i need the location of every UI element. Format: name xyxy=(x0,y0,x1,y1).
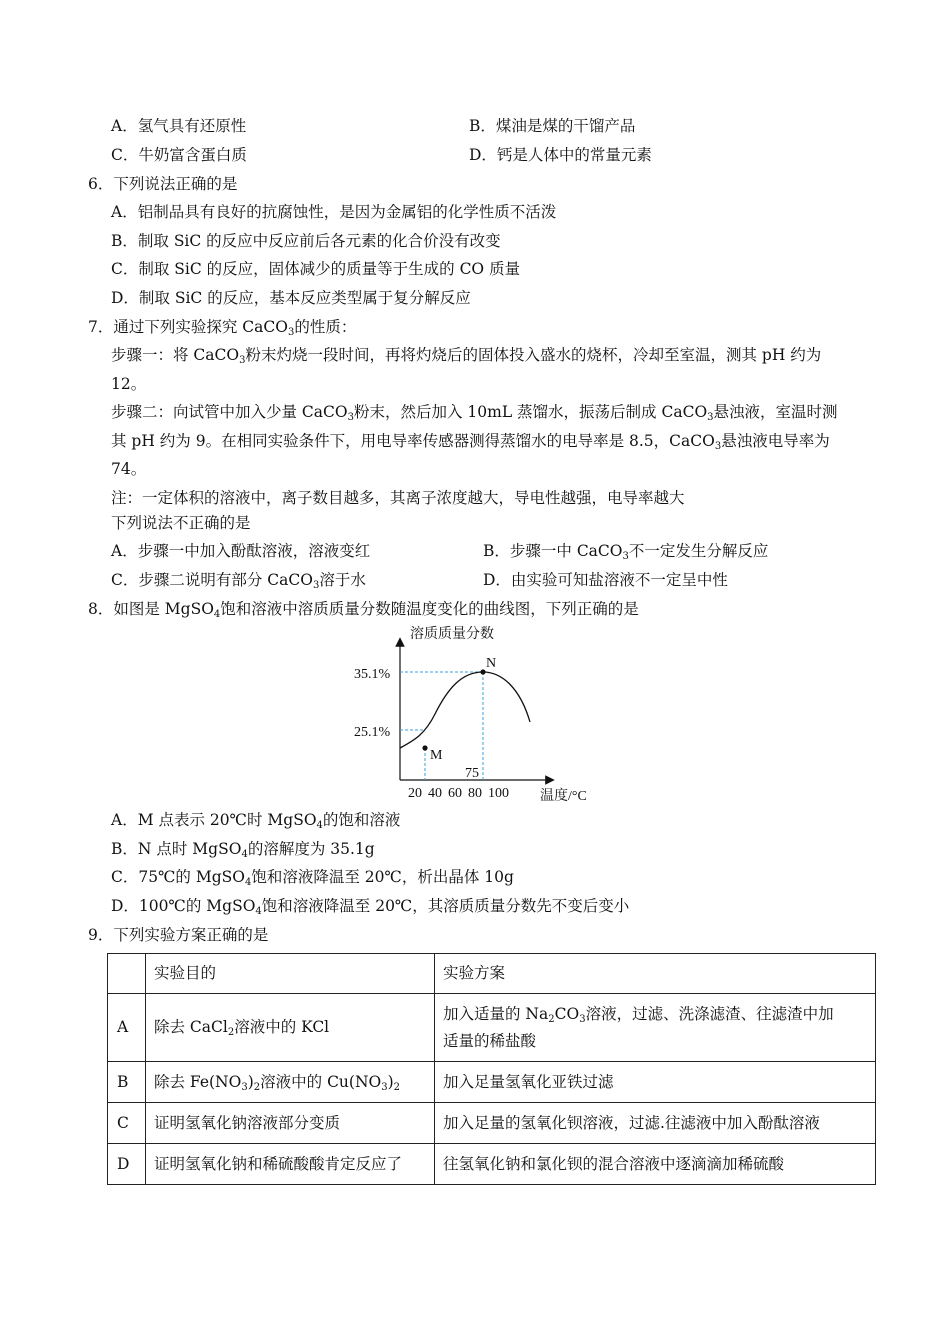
q6-stem: 6．下列说法正确的是 xyxy=(88,175,238,193)
row-plan: 加入足量的氢氧化钡溶液，过滤.往滤液中加入酚酞溶液 xyxy=(435,1103,876,1144)
q6-option-d: D．制取 SiC 的反应，基本反应类型属于复分解反应 xyxy=(111,289,471,307)
n-x-value-label: 75 xyxy=(465,766,479,781)
q5-option-c: C．牛奶富含蛋白质 xyxy=(111,146,247,164)
header-goal: 实验目的 xyxy=(146,954,435,994)
y-mark-25: 25.1% xyxy=(354,725,391,740)
header-plan: 实验方案 xyxy=(435,954,876,994)
row-goal: 除去 CaCl$_2$溶液中的 KCl xyxy=(146,994,435,1062)
row-goal: 除去 $Fe(NO_3)_2$溶液中的 $Cu(NO_3)_2$ xyxy=(146,1062,435,1103)
point-n-label: N xyxy=(486,656,497,671)
q8-option-c: C．75℃的 MgSO$_4$饱和溶液降温至 20℃，析出晶体 10g xyxy=(111,868,514,888)
q5-option-d: D．钙是人体中的常量元素 xyxy=(469,146,652,164)
q7-stem: 7．通过下列实验探究 CaCO$_3$的性质： xyxy=(88,318,357,338)
x-tick-label: 60 xyxy=(448,786,462,801)
x-tick-label: 20 xyxy=(408,786,422,801)
q5-option-b: B．煤油是煤的干馏产品 xyxy=(469,117,636,135)
q7-ask: 下列说法不正确的是 xyxy=(111,514,251,532)
table-row xyxy=(108,1062,876,1103)
x-tick-label: 40 xyxy=(428,786,442,801)
solubility-graph xyxy=(340,622,610,807)
q8-stem: 8．如图是 MgSO$_4$饱和溶液中溶质质量分数随温度变化的曲线图，下列正确的是 xyxy=(88,600,639,620)
q8-option-d: D．100℃的 MgSO$_4$饱和溶液降温至 20℃，其溶质质量分数先不变后变小 xyxy=(111,897,630,917)
q6-option-a: A．铝制品具有良好的抗腐蚀性，是因为金属铝的化学性质不活泼 xyxy=(111,203,557,221)
q7-option-c: C．步骤二说明有部分 CaCO$_3$溶于水 xyxy=(111,571,366,591)
q7-step2: 步骤二：向试管中加入少量 CaCO$_3$粉末，然后加入 10mL 蒸馏水，振荡后制成 CaCO$_3$悬浊液，室温时测 xyxy=(111,403,838,423)
x-tick-label: 80 xyxy=(468,786,482,801)
row-key: A xyxy=(108,994,146,1062)
q7-step1-cont: 12。 xyxy=(111,375,147,393)
q8-option-b: B．N 点时 MgSO$_4$的溶解度为 35.1g xyxy=(111,840,375,860)
q8-option-a: A．M 点表示 20℃时 MgSO$_4$的饱和溶液 xyxy=(111,811,401,831)
row-goal: 证明氢氧化钠溶液部分变质 xyxy=(146,1103,435,1144)
point-m xyxy=(422,745,427,750)
q6-option-c: C．制取 SiC 的反应，固体减少的质量等于生成的 CO 质量 xyxy=(111,260,521,278)
row-plan: 往氢氧化钠和氯化钡的混合溶液中逐滴滴加稀硫酸 xyxy=(435,1144,876,1185)
row-key: D xyxy=(108,1144,146,1185)
q7-option-d: D．由实验可知盐溶液不一定呈中性 xyxy=(483,571,728,589)
q6-option-b: B．制取 SiC 的反应中反应前后各元素的化合价没有改变 xyxy=(111,232,501,250)
row-plan: 加入适量的 $Na_2CO_3$溶液，过滤、洗涤滤渣、往滤渣中加 适量的稀盐酸 xyxy=(435,994,876,1062)
row-plan: 加入足量氢氧化亚铁过滤 xyxy=(435,1062,876,1103)
row-key: C xyxy=(108,1103,146,1144)
q7-step2-cont: 其 pH 约为 9。在相同实验条件下，用电导率传感器测得蒸馏水的电导率是 8.5，CaCO$_3$悬浊液电导率为 xyxy=(111,432,830,452)
y-mark-35: 35.1% xyxy=(354,667,391,682)
q7-step1: 步骤一：将 CaCO$_3$粉末灼烧一段时间，再将灼烧后的固体投入盛水的烧杯，冷却至室温，测其 pH 约为 xyxy=(111,346,822,366)
x-axis-label: 温度/°C xyxy=(540,789,587,804)
x-tick-label: 100 xyxy=(488,786,509,801)
solubility-curve xyxy=(400,672,530,748)
row-key: B xyxy=(108,1062,146,1103)
header-blank xyxy=(108,954,146,994)
q7-option-b: B．步骤一中 CaCO$_3$不一定发生分解反应 xyxy=(483,542,769,562)
q7-note: 注：一定体积的溶液中，离子数目越多，其离子浓度越大，导电性越强，电导率越大 xyxy=(111,489,685,507)
row-goal: 证明氢氧化钠和稀硫酸酸肯定反应了 xyxy=(146,1144,435,1185)
table-header-row xyxy=(108,954,876,994)
q9-table xyxy=(107,953,876,1185)
q7-option-a: A．步骤一中加入酚酞溶液，溶液变红 xyxy=(111,542,371,560)
y-axis-label: 溶质质量分数 xyxy=(410,627,494,642)
point-m-label: M xyxy=(430,748,443,763)
table-row xyxy=(108,1144,876,1185)
q5-option-a: A．氢气具有还原性 xyxy=(111,117,247,135)
table-row xyxy=(108,1103,876,1144)
point-n xyxy=(480,669,485,674)
table-row xyxy=(108,994,876,1062)
q7-step2-cont2: 74。 xyxy=(111,460,147,478)
q9-stem: 9．下列实验方案正确的是 xyxy=(88,926,269,944)
